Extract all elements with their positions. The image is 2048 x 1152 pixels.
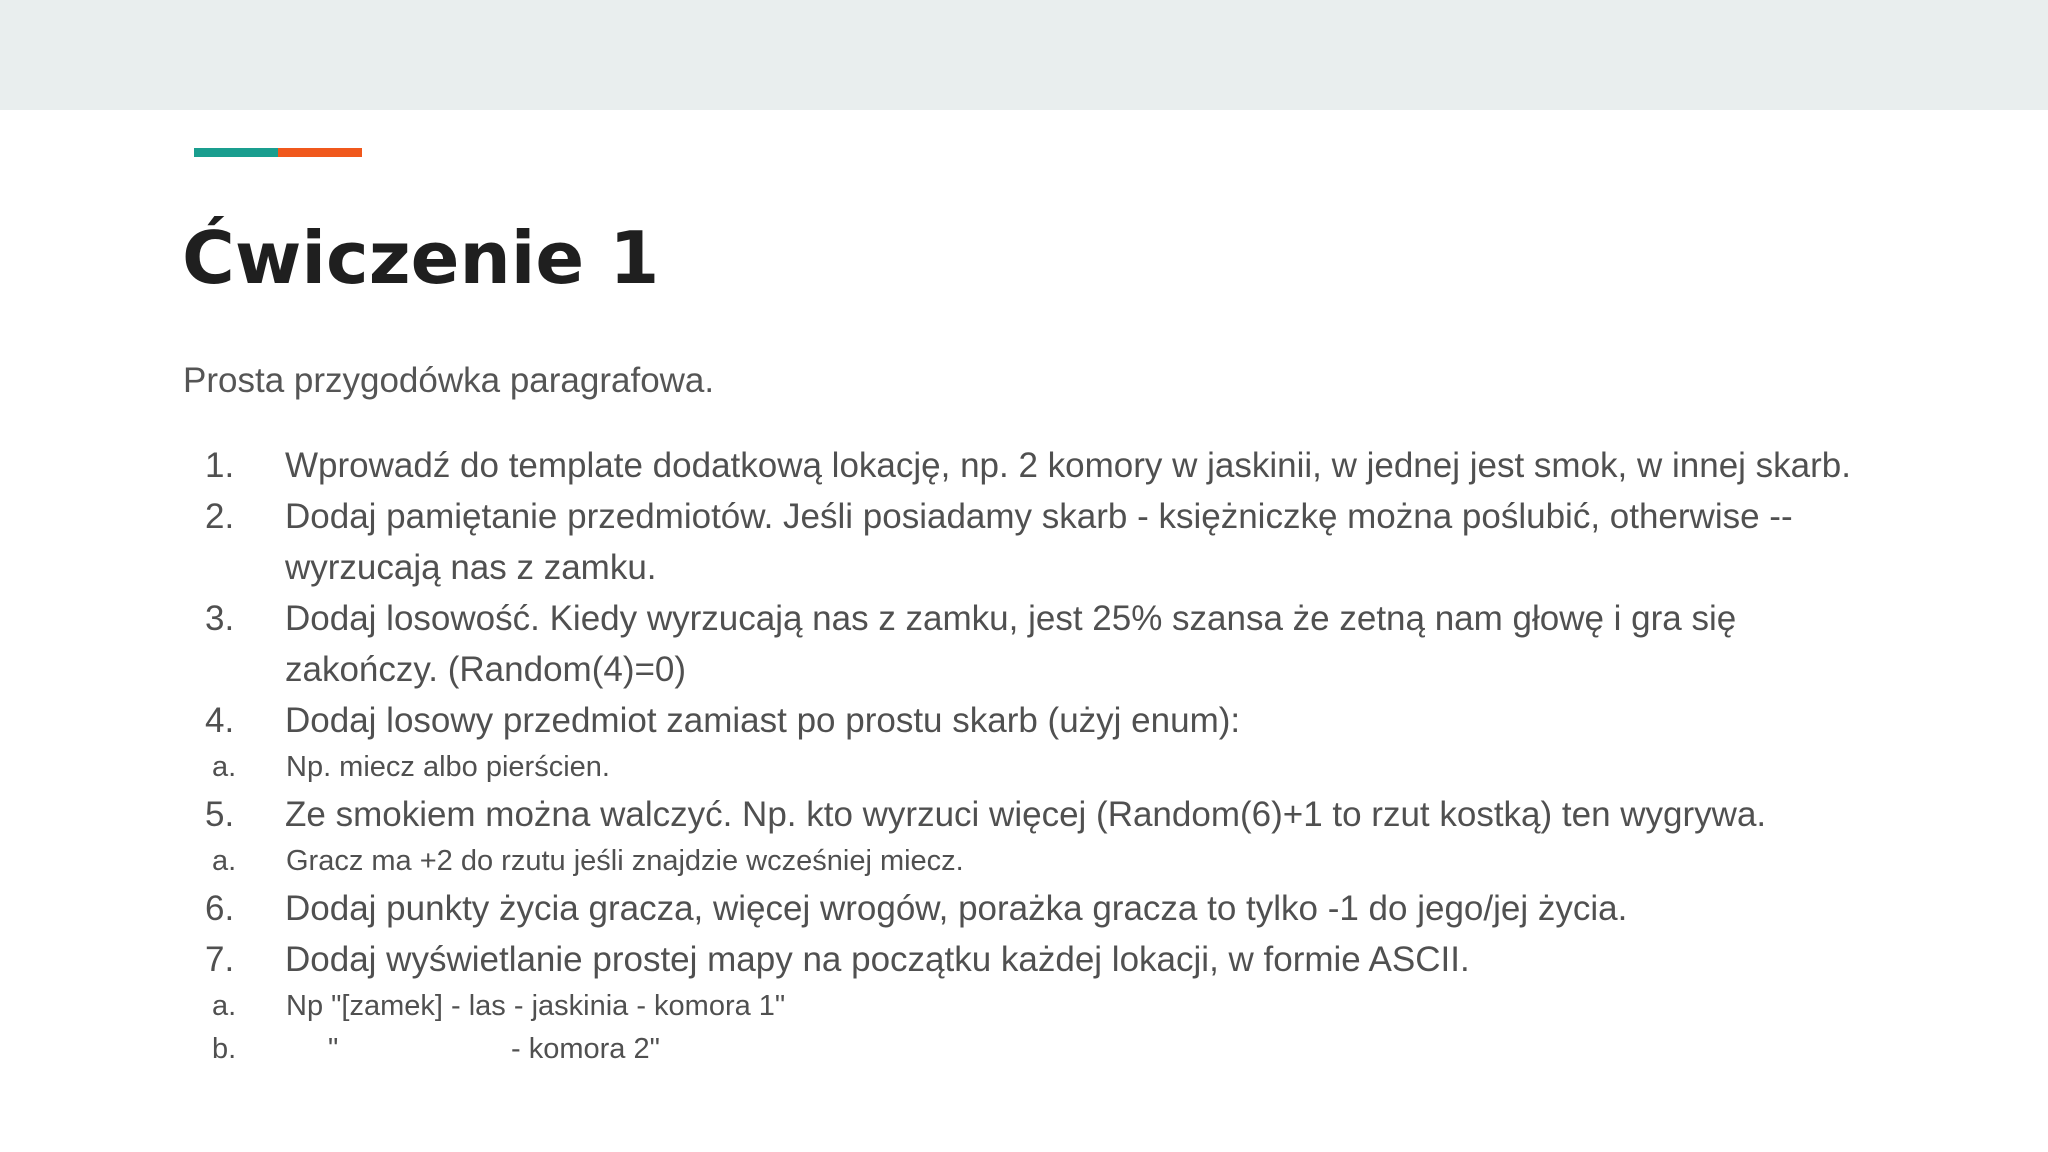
sublist [183, 840, 1883, 883]
list-item-text: Dodaj pamiętanie przedmiotów. Jeśli posiadamy skarb - księżniczkę można poślubić, otherwise -- wyrzucają nas z zamku. [285, 497, 1793, 587]
exercise-list [183, 440, 1883, 1071]
list-item [183, 491, 1883, 593]
sublist [183, 985, 1883, 1071]
list-item-number: 1. [205, 446, 235, 485]
sublist-item [183, 1028, 1883, 1071]
list-item-number: 6. [205, 889, 235, 928]
top-band [0, 0, 2048, 110]
sublist-item-quote-mark: " [328, 1033, 339, 1065]
list-item-text: Ze smokiem można walczyć. Np. kto wyrzuci więcej (Random(6)+1 to rzut kostką) ten wygrywa. [285, 795, 1767, 834]
sublist-item [183, 985, 1883, 1028]
accent-bar-orange [278, 148, 362, 157]
list-item-number: 7. [205, 940, 235, 979]
sublist-item [183, 840, 1883, 883]
list-item-text: Dodaj punkty życia gracza, więcej wrogów, porażka gracza to tylko -1 do jego/jej życia. [285, 889, 1628, 928]
sublist [183, 746, 1883, 789]
list-item-text: Dodaj losowość. Kiedy wyrzucają nas z zamku, jest 25% szansa że zetną nam głowę i gra się zakończy. (Random(4)=0) [285, 599, 1737, 689]
list-item [183, 593, 1883, 695]
list-item-number: 5. [205, 795, 235, 834]
sublist-item-letter: a. [212, 751, 237, 783]
list-item-text: Wprowadź do template dodatkową lokację, np. 2 komory w jaskinii, w jednej jest smok, w innej skarb. [285, 446, 1851, 485]
sublist-item-letter: a. [212, 990, 237, 1022]
accent-bar [194, 148, 362, 157]
sublist-item-text: - komora 2" [511, 1033, 660, 1065]
list-item-text: Dodaj wyświetlanie prostej mapy na początku każdej lokacji, w formie ASCII. [285, 940, 1470, 979]
sublist-item [183, 746, 1883, 789]
list-item-number: 3. [205, 599, 235, 638]
sublist-item-text-quote [286, 1028, 511, 1071]
list-item-number: 4. [205, 701, 235, 740]
sublist-item-text: Gracz ma +2 do rzutu jeśli znajdzie wcześniej miecz. [286, 845, 964, 877]
slide-subtitle: Prosta przygodówka paragrafowa. [183, 361, 715, 400]
slide-title: Ćwiczenie 1 [182, 216, 660, 300]
list-item-number: 2. [205, 497, 235, 536]
sublist-container [183, 840, 1883, 883]
list-item [183, 789, 1883, 840]
accent-bar-teal [194, 148, 278, 157]
list-item [183, 934, 1883, 985]
list-item [183, 695, 1883, 746]
list-item [183, 440, 1883, 491]
sublist-container [183, 746, 1883, 789]
sublist-item-letter: b. [212, 1033, 237, 1065]
sublist-item-text: Np. miecz albo pierścien. [286, 751, 610, 783]
sublist-item-text: Np "[zamek] - las - jaskinia - komora 1" [286, 990, 786, 1022]
sublist-item-letter: a. [212, 845, 237, 877]
sublist-container [183, 985, 1883, 1071]
list-item [183, 883, 1883, 934]
list-item-text: Dodaj losowy przedmiot zamiast po prostu skarb (użyj enum): [285, 701, 1241, 740]
